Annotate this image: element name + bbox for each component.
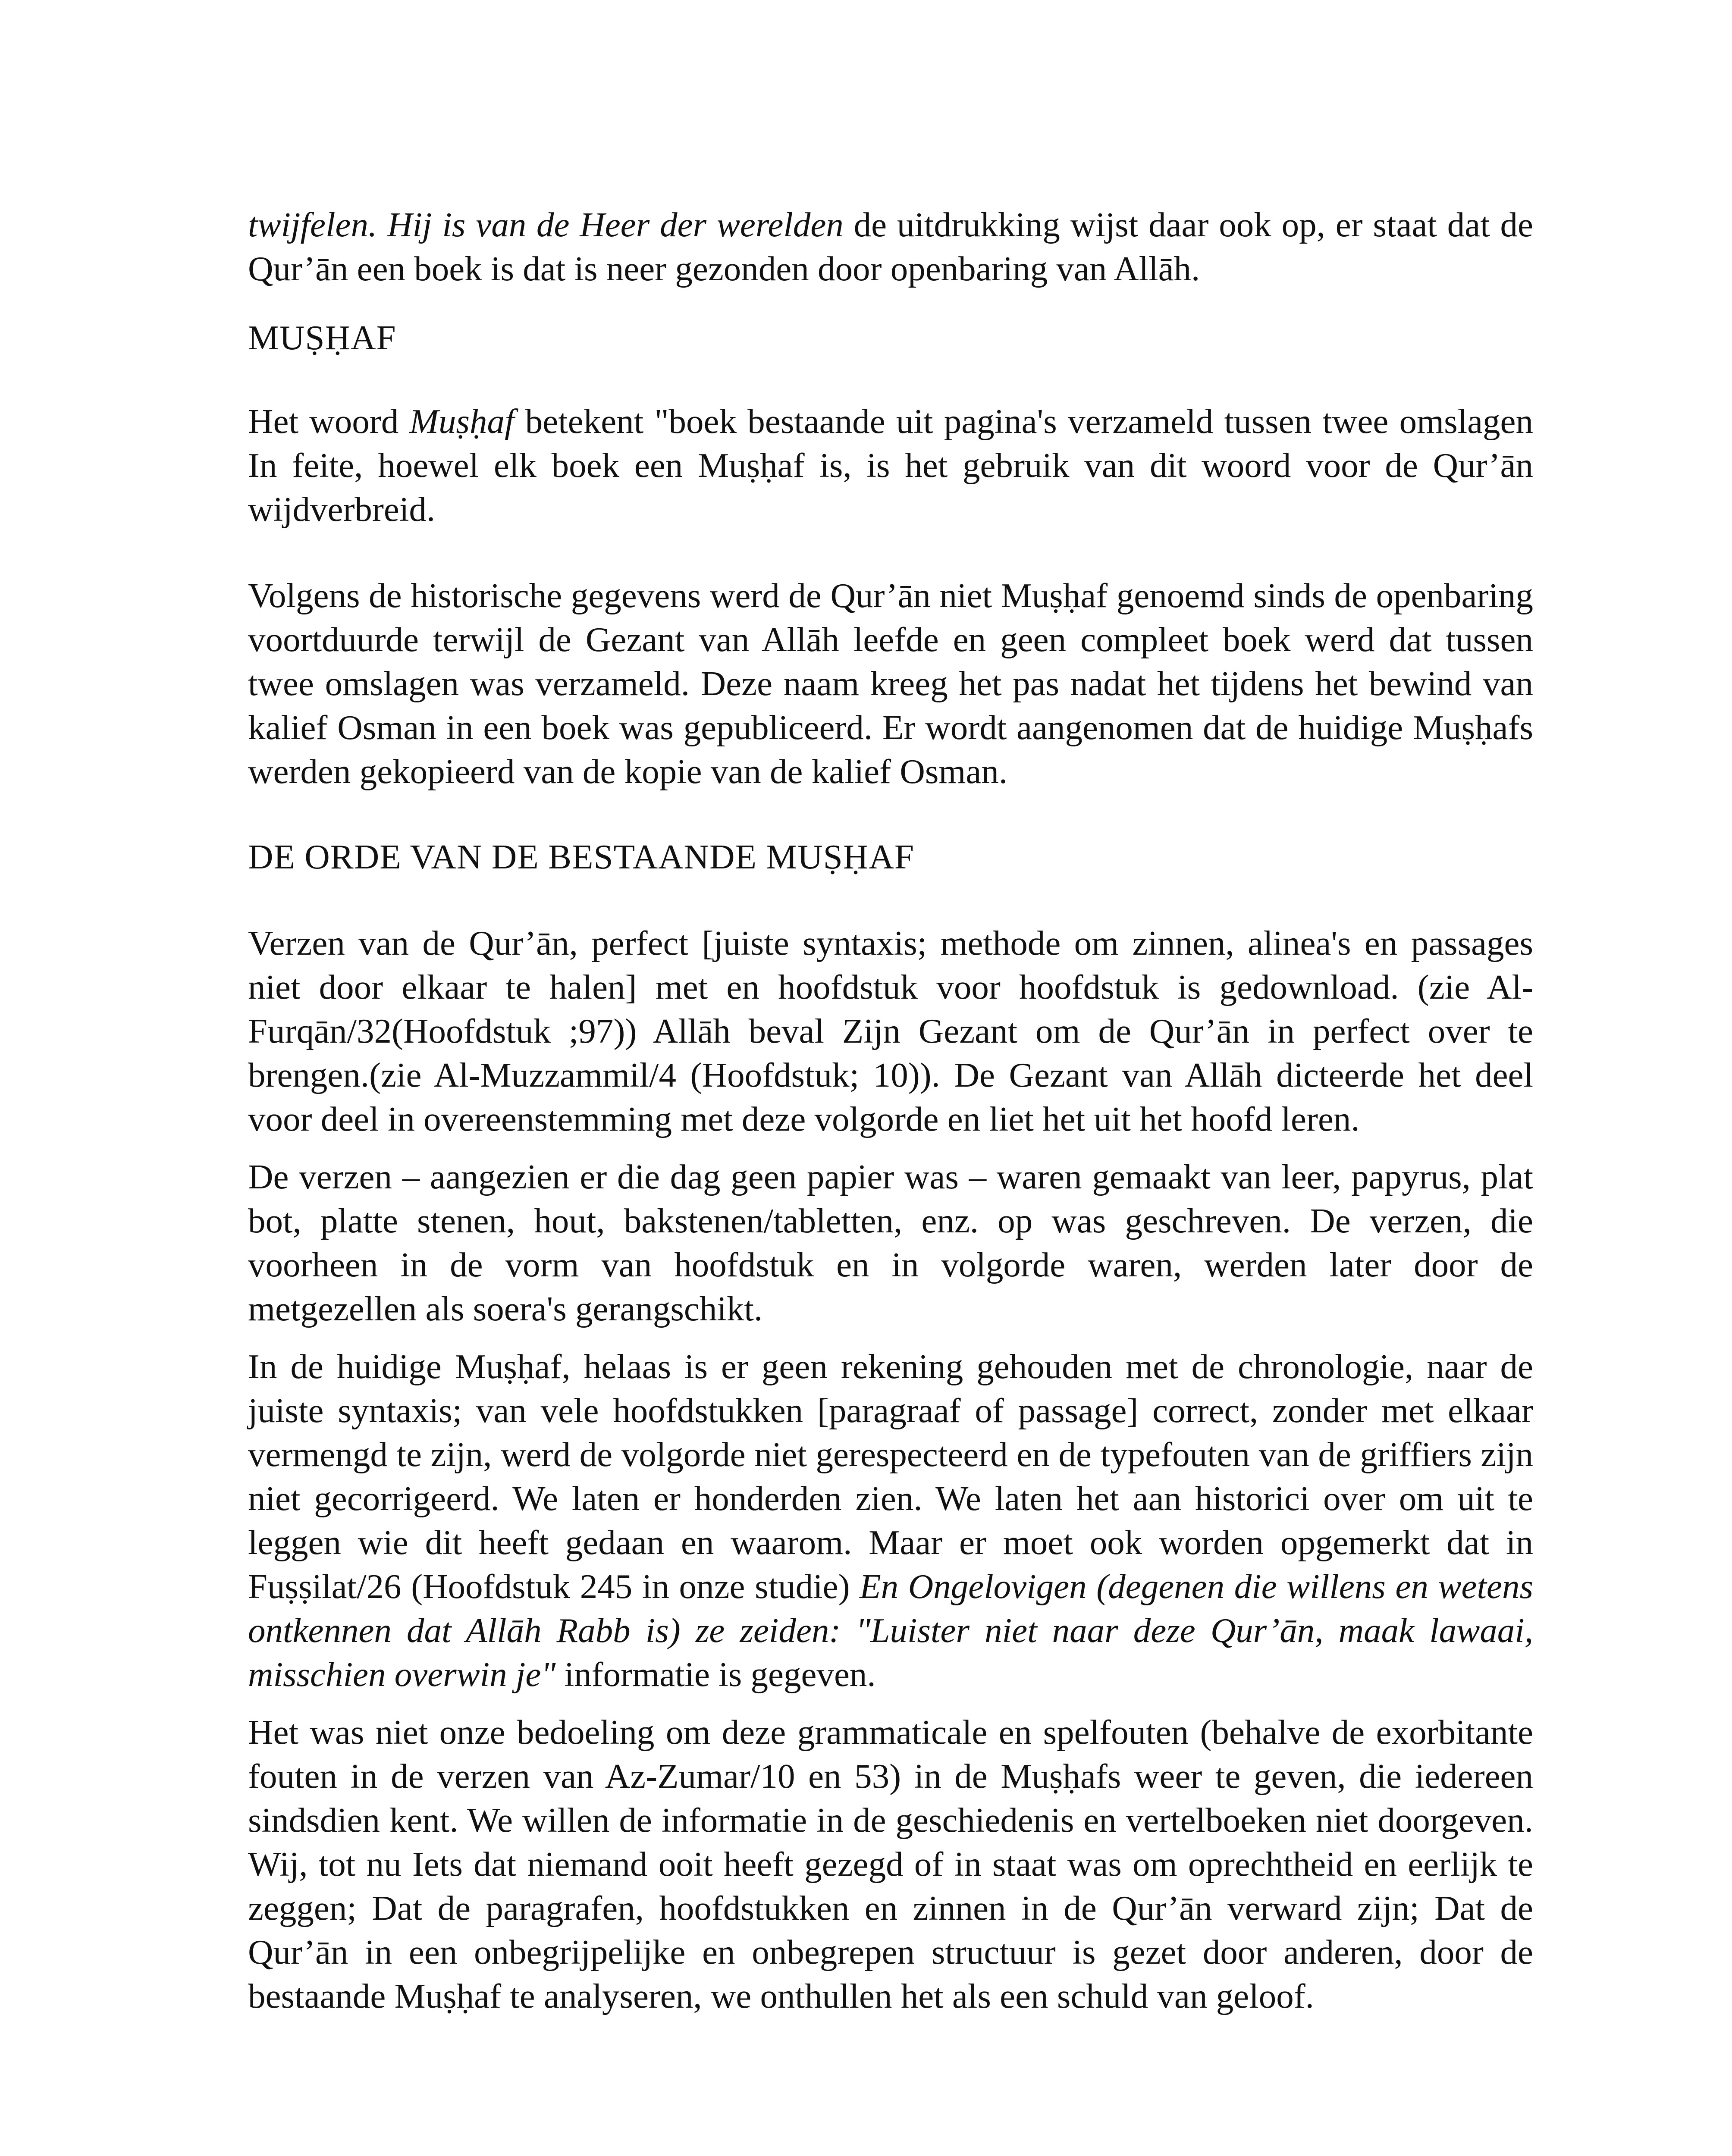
paragraph-text: informatie is gegeven. [555,1655,876,1694]
section-heading-mushaf: MUṢḤAF [248,318,396,357]
text-body [248,203,1533,2018]
paragraph-text: In de huidige Muṣḥaf, helaas is er geen rekening gehouden met de chronologie, naar de juiste syntaxis; van vele hoofdstukken [paragraaf of passage] correct, zonder met elkaar vermengd te zijn, werd de volgorde niet gerespecteerd en de typefouten van de griffiers zijn niet gecorrigeerd. We laten er honderden zien. We laten het aan historici over om uit te leggen wie dit heeft gedaan en waarom. Maar er moet ook worden opgemerkt dat in Fuṣṣilat/26 (Hoofdstuk 245 in onze studie) [248,1347,1533,1606]
section-heading-order: DE ORDE VAN DE BESTAANDE MUṢḤAF [248,837,914,876]
paragraph-5: De verzen – aangezien er die dag geen papier was – waren gemaakt van leer, papyrus, plat bot, platte stenen, hout, bakstenen/tabletten, enz. op was geschreven. De verzen, die voorheen in de vorm van hoofdstuk en in volgorde waren, werden later door de metgezellen als soera's gerangschikt. [248,1157,1533,1328]
italic-phrase: twijfelen. Hij is van de Heer der werelden [248,205,844,244]
paragraph-text: betekent "boek bestaande uit pagina's verzameld tussen twee omslagen In feite, hoewel elk boek een Muṣḥaf is, is het gebruik van dit woord voor de Qur’ān wijdverbreid. [248,402,1534,529]
paragraph-7: Het was niet onze bedoeling om deze grammaticale en spelfouten (behalve de exorbitante fouten in de verzen van Az-Zumar/10 en 53) in de Muṣḥafs weer te geven, die iedereen sindsdien kent. We willen de informatie in de geschiedenis en vertelboeken niet doorgeven. Wij, tot nu Iets dat niemand ooit heeft gezegd of in staat was om oprechtheid en eerlijk te zeggen; Dat de paragrafen, hoofdstukken en zinnen in de Qur’ān verward zijn; Dat de Qur’ān in een onbegrijpelijke en onbegrepen structuur is gezet door anderen, door de bestaande Muṣḥaf te analyseren, we onthullen het als een schuld van geloof. [248,1713,1533,2015]
italic-quote: En Ongelovigen (degenen die willens en wetens ontkennen dat Allāh Rabb is) ze zeiden: "Luister niet naar deze Qur’ān, maak lawaai, misschien overwin je" [248,1567,1533,1694]
paragraph-6 [248,1344,1533,1696]
paragraph-2 [248,399,1533,531]
paragraph-1 [248,203,1533,291]
paragraph-text: Het woord [248,402,410,441]
italic-term: Muṣḥaf [409,402,515,441]
paragraph-3: Volgens de historische gegevens werd de Qur’ān niet Muṣḥaf genoemd sinds de openbaring voortduurde terwijl de Gezant van Allāh leefde en geen compleet boek werd dat tussen twee omslagen was verzameld. Deze naam kreeg het pas nadat het tijdens het bewind van kalief Osman in een boek was gepubliceerd. Er wordt aangenomen dat de huidige Muṣḥafs werden gekopieerd van de kopie van de kalief Osman. [248,576,1533,791]
paragraph-4: Verzen van de Qur’ān, perfect [juiste syntaxis; methode om zinnen, alinea's en passages niet door elkaar te halen] met en hoofdstuk voor hoofdstuk is gedownload. (zie Al-Furqān/32(Hoofdstuk ;97)) Allāh beval Zijn Gezant om de Qur’ān in perfect over te brengen.(zie Al-Muzzammil/4 (Hoofdstuk; 10)). De Gezant van Allāh dicteerde het deel voor deel in overeenstemming met deze volgorde en liet het uit het hoofd leren. [248,924,1533,1138]
paragraph-text: de uitdrukking wijst daar ook op, er staat dat de Qur’ān een boek is dat is neer gezonden door openbaring van Allāh. [248,205,1533,288]
